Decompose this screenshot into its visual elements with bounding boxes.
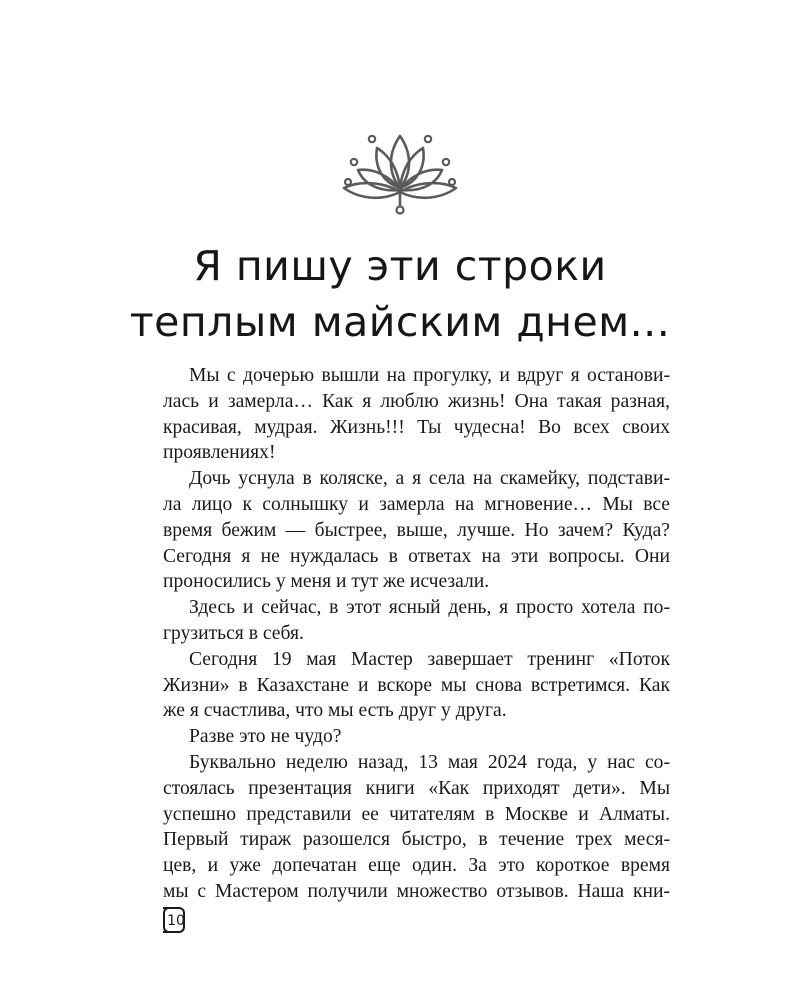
text-line: Первый тираж разошелся быстро, в течение трех меся- xyxy=(163,829,670,851)
chapter-heading xyxy=(0,238,800,350)
text-line: время бежим — быстрее, выше, лучше. Но зачем? Куда? xyxy=(163,519,670,541)
text-line: проявлениях! xyxy=(163,442,276,464)
lotus-icon xyxy=(340,118,460,218)
text-line: Разве это не чудо? xyxy=(189,726,342,748)
text-line: проносились у меня и тут же исчезали. xyxy=(163,571,490,593)
paragraph xyxy=(163,363,670,466)
paragraph xyxy=(163,595,670,647)
paragraph xyxy=(163,647,670,724)
text-line: мы с Мастером получили множество отзывов. Наша кни- xyxy=(163,880,670,902)
text-line: стоялась презентация книги «Как приходят дети». Мы xyxy=(163,777,670,799)
heading-line: теплым майским днем... xyxy=(129,298,671,346)
text-line: Мы с дочерью вышли на прогулку, и вдруг я останови- xyxy=(189,365,670,386)
text-line: Сегодня 19 мая Мастер завершает тренинг «Поток xyxy=(189,648,670,670)
text-line: красивая, мудрая. Жизнь!!! Ты чудесна! Во всех своих xyxy=(163,416,670,438)
paragraph xyxy=(163,466,670,595)
text-line: лась и замерла… Как я люблю жизнь! Она такая разная, xyxy=(163,390,670,412)
body-text xyxy=(163,363,670,905)
text-line: Здесь и сейчас, в этот ясный день, я просто хотела по- xyxy=(189,597,670,619)
heading-line: Я пишу эти строки xyxy=(193,242,607,290)
paragraph xyxy=(163,724,670,750)
text-line: ла лицо к солнышку и замерла на мгновение… Мы все xyxy=(163,493,670,515)
text-line: Дочь уснула в коляске, а я села на скамейку, подстави- xyxy=(189,468,670,490)
text-line: же я счастлива, что мы есть друг у друга. xyxy=(163,700,507,722)
paragraph xyxy=(163,750,670,905)
page-number: 10 xyxy=(167,913,185,929)
text-line: успешно представили ее читателям в Москве и Алматы. xyxy=(163,803,670,825)
text-line: Сегодня я не нуждалась в ответах на эти вопросы. Они xyxy=(163,545,670,567)
text-line: грузиться в себя. xyxy=(163,622,304,644)
text-line: цев, и уже допечатан еще один. За это короткое время xyxy=(163,855,670,877)
text-line: Буквально неделю назад, 13 мая 2024 года, у нас со- xyxy=(189,751,670,773)
page-number-badge xyxy=(163,907,185,933)
text-line: Жизни» в Казахстане и вскоре мы снова встретимся. Как xyxy=(163,674,670,696)
